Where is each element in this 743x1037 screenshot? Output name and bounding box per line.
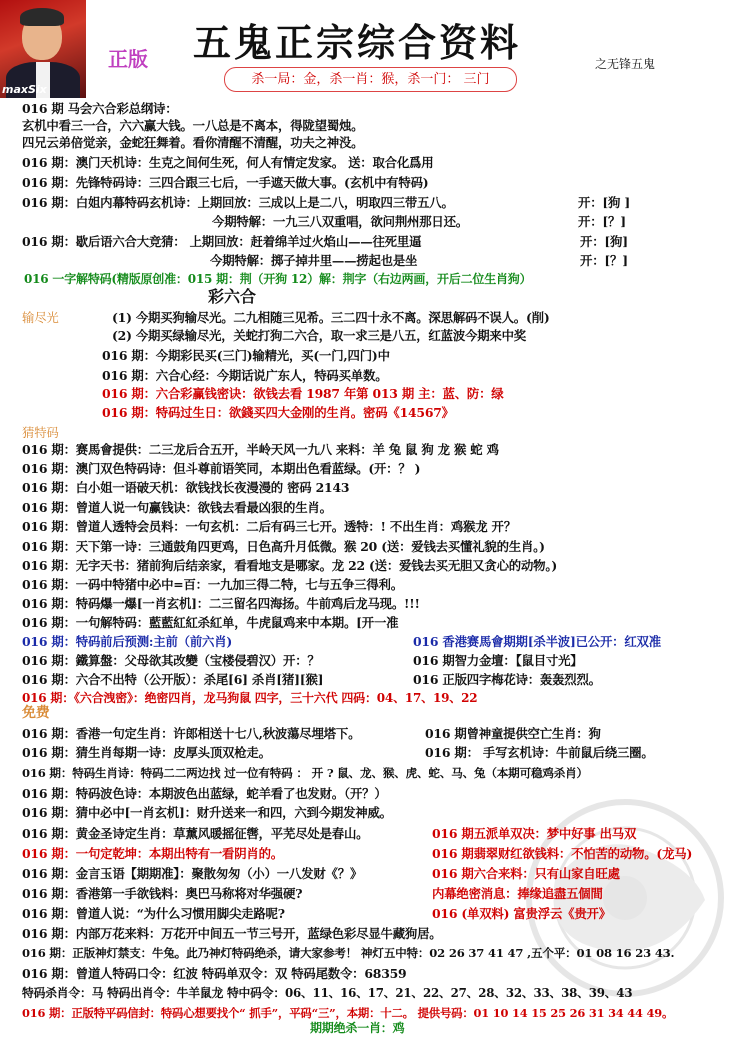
text-line: 016 期：一码中特猪中必中=百：一九加三得二特，七与五争三得利。: [22, 577, 403, 592]
text-line: 016 期：天下第一诗：三通鼓角四更鸡，日色高升月低微。猴 20 (送：爱钱去买懂礼貌的生肖。): [22, 539, 545, 554]
section-label: 输尽光: [22, 310, 59, 325]
text-line: 016 期：曾道人特码口令：红波 特码单双令：双 特码尾数令：68359: [22, 966, 407, 981]
text-line-red: 016 期：《六合洩密》：绝密四肖，龙马狗鼠 四字，三十六代 四码：04、17、19、22: [22, 691, 478, 705]
text-line: 016 期：内部万花来料：万花开中间五一节三号开，蓝绿色彩尽显牛藏狗居。: [22, 926, 442, 941]
text-line: 016 期：先锋特码诗：三四合跟三七后，一手遮天做大事。(玄机中有特码): [22, 175, 429, 190]
photo-watermark: maxSix: [2, 83, 47, 96]
text-line: 016 期：香港第一手欲钱料：奥巴马称将对华强硬?: [22, 886, 303, 901]
text-line: 016 期：特码波色诗：本期波色出蓝绿，蛇羊看了也发财。（开？）: [22, 786, 387, 801]
text-line: 016 期：特码爆一爆[一肖玄机]：二三留名四海扬。牛前鸡后龙马现。!!!: [22, 596, 420, 611]
edition-badge: 正版: [108, 47, 148, 71]
text-line: 016 期曾神童提供空亡生肖：狗: [425, 726, 601, 741]
text-line: 今期特解：一九三八双重唱，欲问荆州那日还。: [212, 214, 469, 229]
text-line: 玄机中看三一合，六六赢大钱。一八总是不离本，得陇望蜀烛。: [22, 118, 364, 133]
footer-line: 期期绝杀一肖：鸡: [310, 1021, 405, 1035]
text-line: 016 期：香港一句定生肖：许郎相送十七八,秋波蕩尽埋塔下。: [22, 726, 361, 741]
open-result: 开：[狗]: [580, 234, 628, 249]
text-line: 016 期：赛馬會提供：二三龙后合五开，半岭天风一九八 来料：羊 兔 鼠 狗 龙 猴 蛇 鸡: [22, 442, 499, 457]
text-line: 016 期：六合心经：今期话说广东人，特码买单数。: [102, 368, 388, 383]
text-line: 016 期：曾道人透特会员料：一句玄机：二后有码三七开。透特：! 不出生肖：鸡猴龙 开？: [22, 519, 516, 534]
text-line: 016 期：白姐内幕特码玄机诗：上期回放：三成以上是二八，明取四三带五八。: [22, 195, 454, 210]
text-line: 016 期：猜生肖每期一诗：皮厚头顶双枪走。: [22, 745, 271, 760]
text-line: 016 期：黄金圣诗定生肖：草薰风暖摇征辔，平芜尽处是春山。: [22, 826, 369, 841]
section-label: 免费: [22, 705, 50, 721]
banner-text: 彩六合: [208, 287, 257, 306]
text-line-red: 内幕绝密消息：捧缘追盡五個間: [432, 886, 603, 901]
text-line-red: 016 期五派单双决：梦中好事 出马双: [432, 826, 637, 841]
page-title: 五鬼正宗综合资料: [193, 20, 522, 65]
text-line-blue: 016 香港赛馬會期期[杀半波]已公开：红双准: [413, 634, 661, 649]
text-line-blue: 016 期：特码前后预测:主前（前六肖): [22, 634, 233, 649]
text-line: 016 正版四字梅花诗：轰轰烈烈。: [413, 672, 601, 687]
text-line: 016 期：澳门天机诗：生克之间何生死，何人有情定发家。 送：取合化爲用: [22, 155, 434, 170]
text-line-red: 016 期：一句定乾坤：本期出特有一看阴肖的。: [22, 846, 283, 861]
text-line: 016 期：鐵算盤：父母欲其改變（宝楼侵碧汉）开：？: [22, 653, 320, 668]
text-line: 016 期：正版神灯禁支：牛兔。此乃神灯特码绝杀，请大家参考！ 神灯五中特：02 26 37 41 47 ,五个平：01 08 16 23 43.: [22, 946, 675, 960]
text-line: 016 期：今期彩民买(三门)输精光，买(一门,四门)中: [102, 348, 390, 363]
text-line: 016 期：歇后语六合大竞猜： 上期回放：赶着绵羊过火焰山——往死里逼: [22, 234, 422, 249]
text-line: 016 期：六合不出特（公开版）：杀尾[6] 杀肖[猪][猴]: [22, 672, 324, 687]
text-line: 016 期：曾道人说一句赢钱诀：欲钱去看最凶狠的生肖。: [22, 500, 332, 515]
section-label: 猜特码: [22, 425, 59, 440]
text-line: 016 期：澳门双色特码诗：但斗尊前语笑同，本期出色看蓝绿。(开：？ ): [22, 461, 421, 476]
kill-line-box: 杀一局：金，杀一肖：猴，杀一门： 三门: [224, 67, 517, 92]
text-line-red: 016 (单双料) 富贵浮云《贵开》: [432, 906, 611, 921]
text-line-red: 016 期：六合彩赢钱密诀：欲钱去看 1987 年第 013 期 主：蓝、防：绿: [102, 386, 504, 401]
text-line-red: 016 期翡翠财红欲钱料：不怕苦的动物。(龙马): [432, 846, 693, 861]
text-line-green: 016 一字解特码(精版原创准：015 期：荆（开狗 12）解：荆字（右边两画，开后二位生肖狗）: [24, 272, 532, 286]
open-result: 开：[？]: [578, 214, 626, 229]
text-line: 今期特解：掷子掉井里——捞起也是坐: [210, 253, 418, 268]
text-line: 016 期：猜中必中[一肖玄机]：财升送来一和四，六到今期发神威。: [22, 805, 392, 820]
text-line: 016 期： 手写玄机诗：牛前鼠后绕三圈。: [425, 745, 654, 760]
text-line: 四兄云弟倍觉亲，金蛇狂舞着。看你清醒不清醒，功夫之神没。: [22, 135, 364, 150]
photo-hair: [20, 8, 64, 26]
text-line: 016 期智力金壇：【鼠目寸光】: [413, 653, 583, 668]
text-line: 016 期：无字天书：猪前狗后结亲家，看看地支是哪家。龙 22 (送：爱钱去买无胆又贪心的动物。): [22, 558, 558, 573]
text-line: 特码杀肖令：马 特码出肖令：牛羊鼠龙 特中码令：06、11、16、17、21、22、27、28、32、33、38、39、43: [22, 986, 633, 1000]
text-line: (1) 今期买狗输尽光。二九相随三见希。三二四十永不离。深思解码不误人。(削): [112, 310, 550, 325]
text-line: 016 期：白小姐一语破天机：欲钱找长夜漫漫的 密码 2143: [22, 480, 350, 495]
text-line-red: 016 期：正版特平码信封：特码心想要找个“ 抓手”，平码“三”，本期：十二。 提供号码：01 10 14 15 25 26 31 34 44 49。: [22, 1006, 674, 1020]
open-result: 开：[狗 ]: [578, 195, 631, 210]
text-line: 016 期：曾道人说：“为什么习惯用脚尖走路呢?: [22, 906, 285, 921]
signature: 之无锋五鬼: [595, 57, 656, 71]
text-line: (2) 今期买绿输尽光，关蛇打狗二六合，取一求三是八五，红蓝波今期来中奖: [112, 328, 526, 343]
text-line: 016 期 马会六合彩总纲诗：: [22, 101, 178, 116]
text-line: 016 期：一句解特码：藍藍紅紅杀紅单，牛虎鼠鸡来中本期。[开一准: [22, 615, 399, 630]
text-line: 016 期：特码生肖诗：特码二二两边找 过一位有特码 ： 开 ? 鼠、龙、猴、虎、蛇、马、兔（本期可稳鸡杀肖）: [22, 766, 588, 780]
open-result: 开：[？]: [580, 253, 628, 268]
text-line: 016 期：金言玉语【期期准】：聚散匆匆（小）一八发财《？》: [22, 866, 363, 881]
text-line-red: 016 期六合来料：只有山家自旺處: [432, 866, 620, 881]
text-line-red: 016 期：特码过生日：欲錢买四大金刚的生肖。密码《14567》: [102, 405, 454, 420]
author-photo: [0, 0, 86, 98]
